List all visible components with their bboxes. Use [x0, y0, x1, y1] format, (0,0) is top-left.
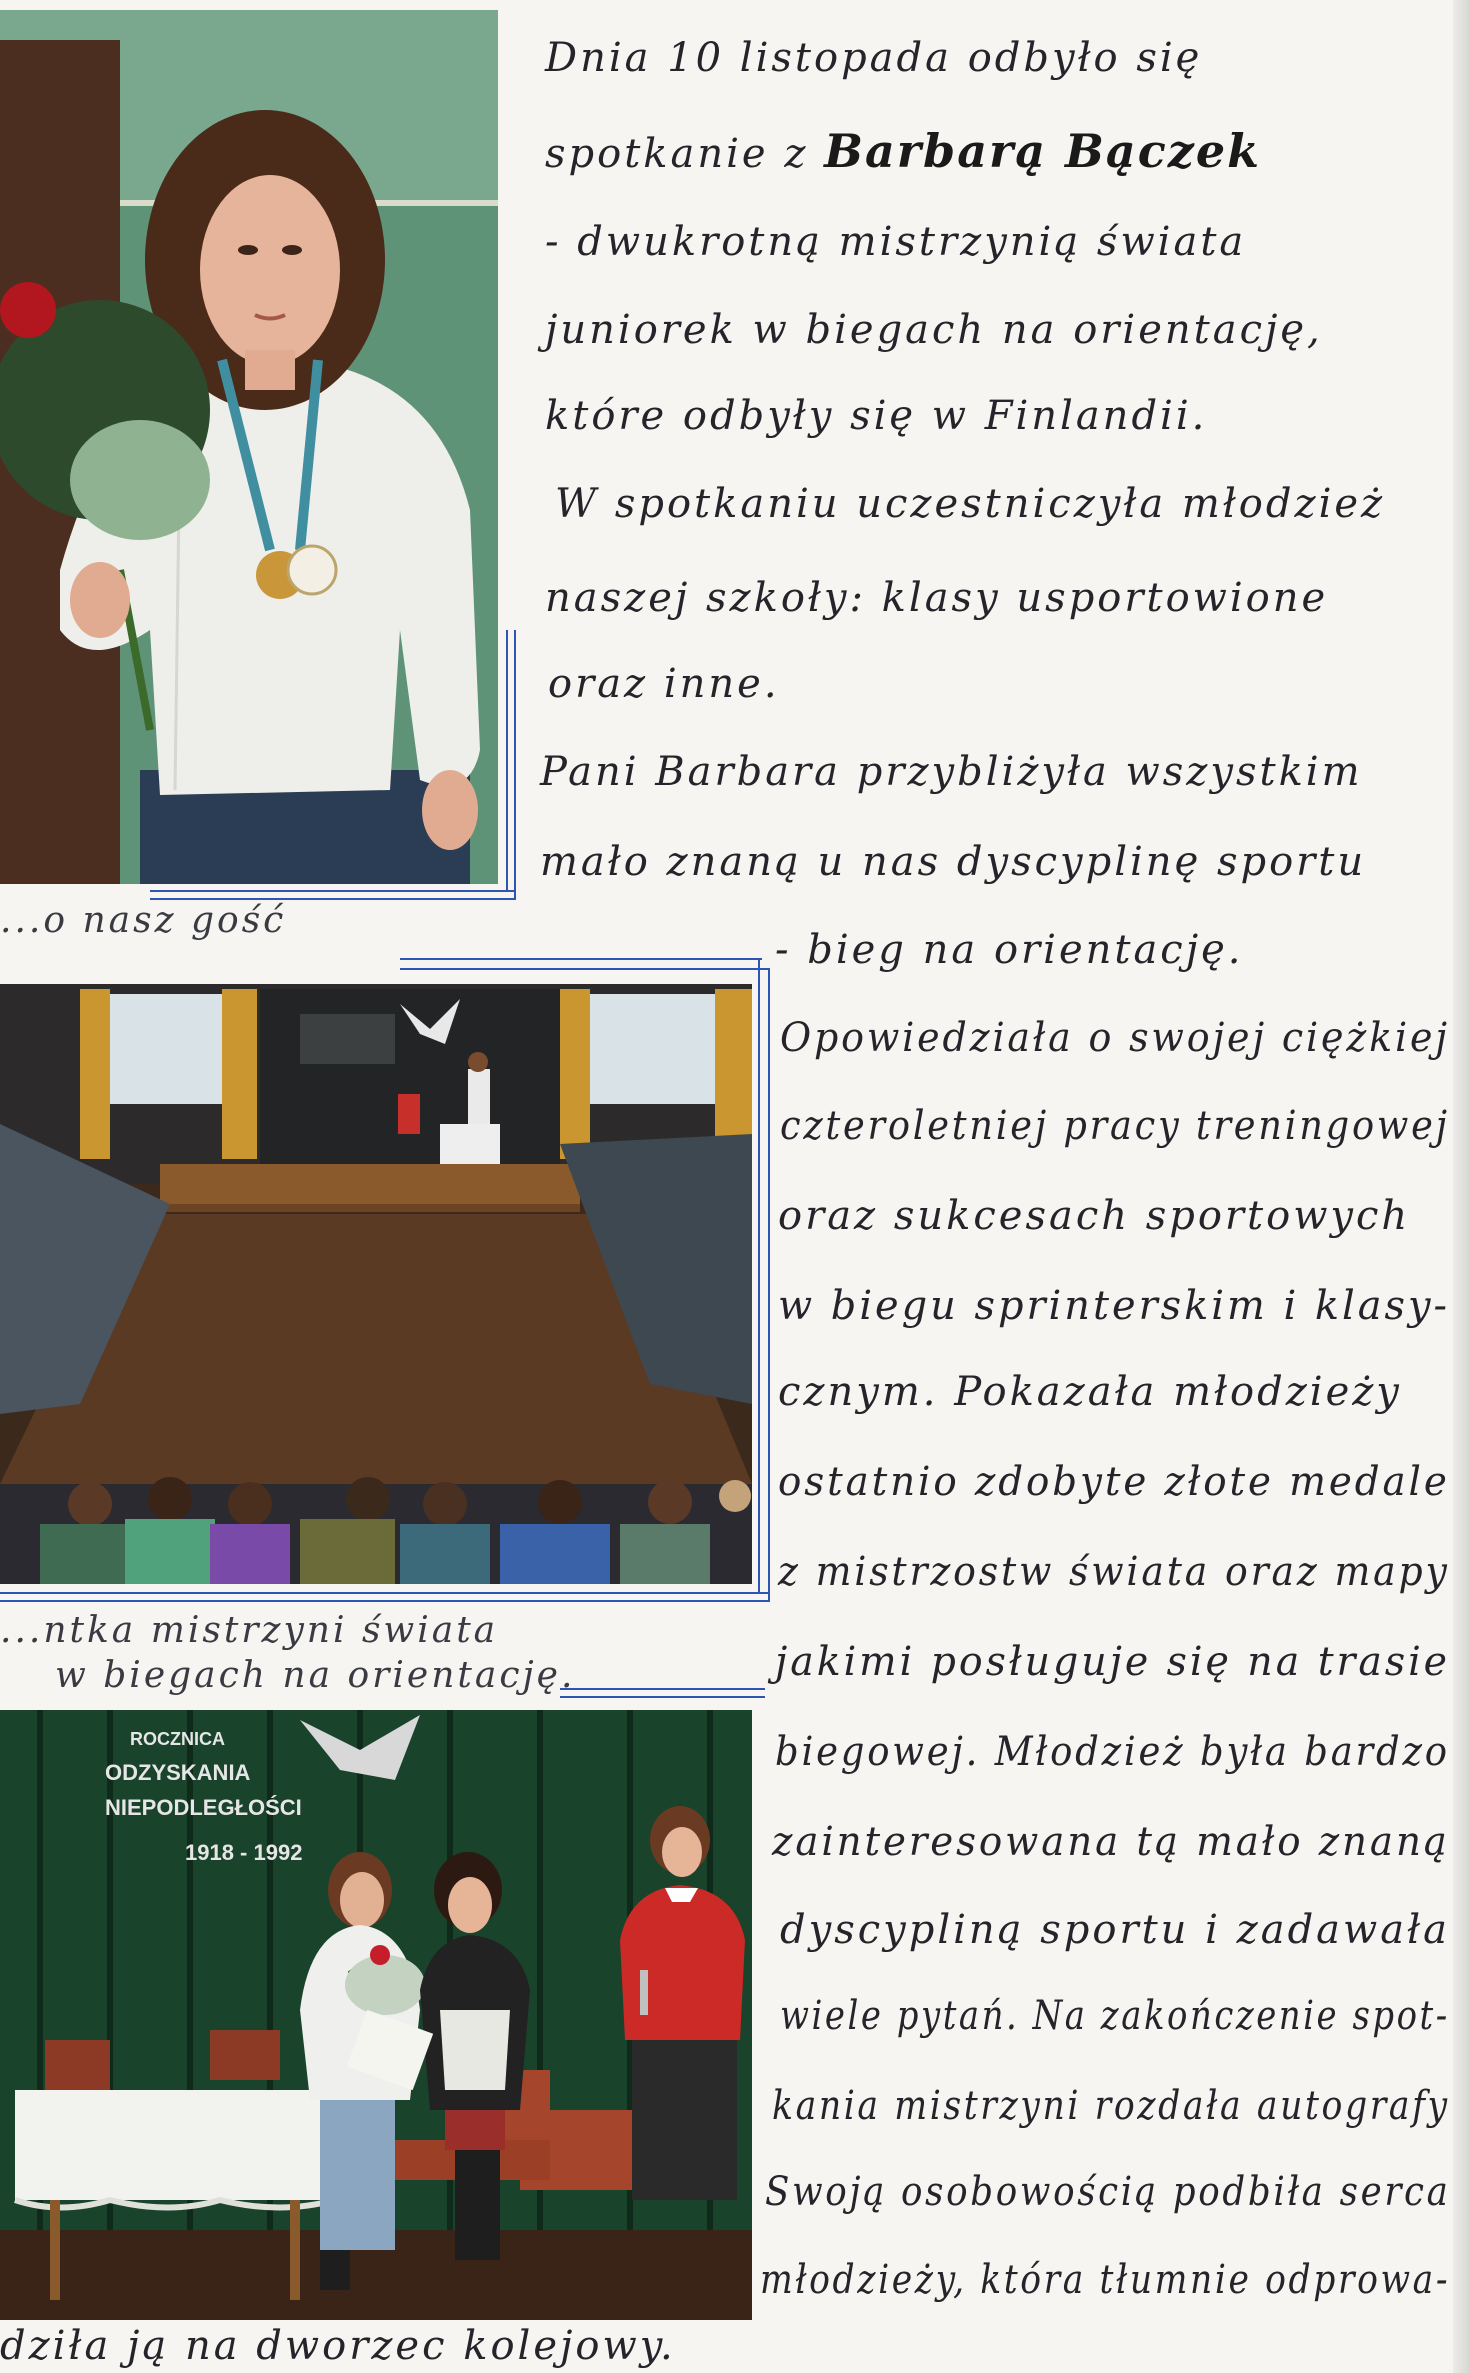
text-line: zainteresowana tą mało znaną: [772, 1819, 1450, 1865]
text-line: z mistrzostw świata oraz mapy: [778, 1549, 1450, 1595]
text-line: dyscypliną sportu i zadawała: [780, 1907, 1450, 1953]
banner-line-1: ROCZNICA: [130, 1729, 225, 1749]
text-line: Opowiedziała o swojej ciężkiej: [780, 1015, 1450, 1061]
guest-name: Barbarą Bączek: [824, 124, 1262, 178]
text-line: w biegu sprinterskim i klasy-: [778, 1283, 1450, 1329]
text-line: [545, 124, 1262, 178]
frame-line: [0, 1600, 770, 1602]
text-line: mało znaną u nas dyscyplinę sportu: [540, 839, 1367, 885]
text-line: czteroletniej pracy treningowej: [780, 1103, 1450, 1149]
text-line: oraz sukcesach sportowych: [778, 1193, 1411, 1239]
photo-flower-presentation: [0, 1710, 752, 2320]
banner-line-2: ODZYSKANIA: [105, 1760, 251, 1785]
text-line: Dnia 10 listopada odbyło się: [545, 35, 1203, 81]
text-line-part: spotkanie z: [545, 131, 825, 177]
photo-assembly-hall: [0, 984, 752, 1584]
frame-line: [150, 890, 516, 892]
frame-line: [0, 1592, 770, 1594]
frame-line: [400, 968, 770, 970]
frame-line: [758, 958, 760, 1594]
frame-line: [560, 1688, 765, 1690]
text-line: dziła ją na dworzec kolejowy.: [0, 2323, 676, 2369]
text-line: - dwukrotną mistrzynią świata: [545, 219, 1247, 265]
frame-line: [400, 958, 762, 960]
caption-photo2-line2: w biegach na orientację.: [55, 1655, 576, 1696]
text-line: jakimi posługuje się na trasie: [775, 1639, 1450, 1685]
text-line: ostatnio zdobyte złote medale: [778, 1459, 1450, 1505]
frame-line: [560, 1696, 765, 1698]
text-line: które odbyły się w Finlandii.: [545, 393, 1208, 439]
frame-line: [514, 630, 516, 900]
caption-photo2-line1: ...ntka mistrzyni świata: [0, 1610, 499, 1651]
text-line: juniorek w biegach na orientację,: [545, 307, 1323, 353]
text-line: naszej szkoły: klasy usportowione: [545, 575, 1329, 621]
text-line: cznym. Pokazała młodzieży: [778, 1369, 1402, 1415]
text-line: Pani Barbara przybliżyła wszystkim: [540, 749, 1363, 795]
text-line: Swoją osobowością podbiła serca: [765, 2169, 1451, 2215]
text-line: kania mistrzyni rozdała autografy: [772, 2083, 1450, 2129]
page-edge: [1453, 0, 1469, 2373]
text-line: młodzieży, która tłumnie odprowa-: [760, 2257, 1451, 2303]
photo-guest-portrait: [0, 10, 498, 884]
frame-line: [506, 630, 508, 892]
text-line: oraz inne.: [548, 661, 780, 707]
text-line: wiele pytań. Na zakończenie spot-: [780, 1993, 1450, 2039]
text-line: - bieg na orientację.: [775, 927, 1244, 973]
banner-line-4: 1918 - 1992: [185, 1840, 303, 1865]
text-line: W spotkaniu uczestniczyła młodzież: [555, 481, 1386, 527]
text-line: biegowej. Młodzież była bardzo: [775, 1729, 1450, 1775]
caption-photo1: ...o nasz gość: [0, 900, 287, 941]
banner-line-3: NIEPODLEGŁOŚCI: [105, 1795, 302, 1820]
frame-line: [768, 968, 770, 1600]
